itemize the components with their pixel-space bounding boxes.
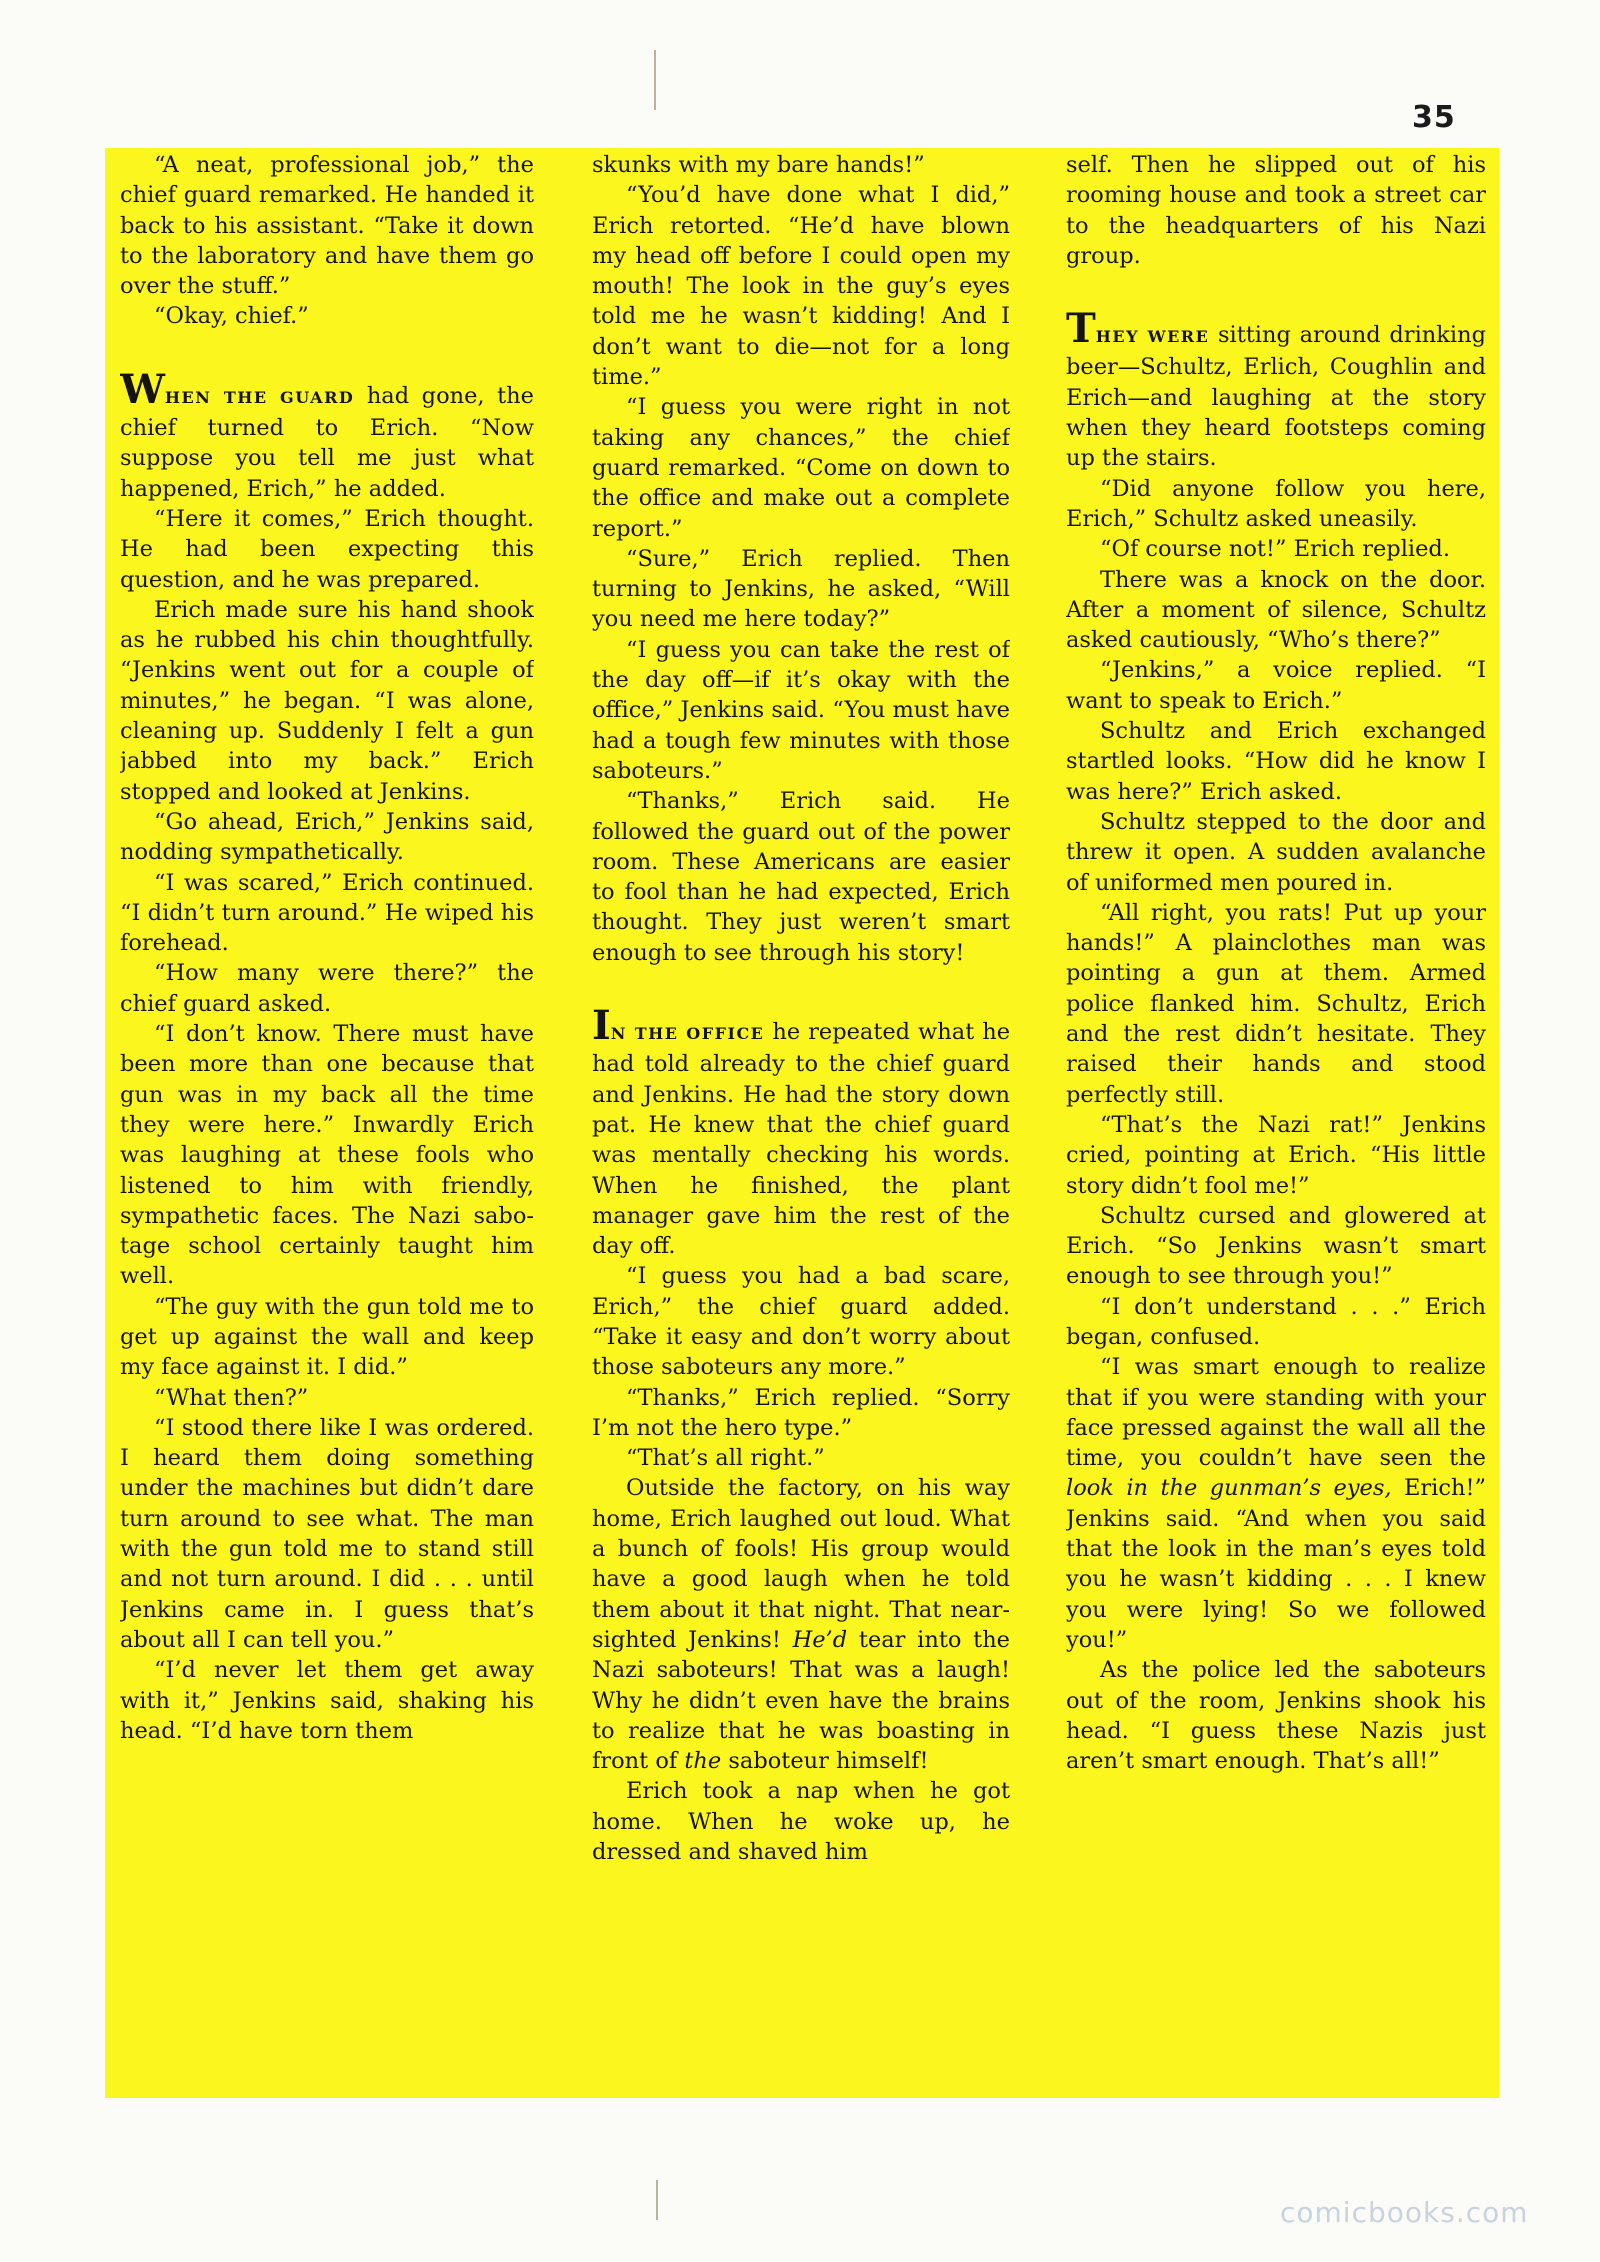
paragraph bbox=[120, 365, 534, 504]
paragraph-text: “The guy with the gun told me to get up against the wall and keep my face against it. I did.” bbox=[120, 1293, 534, 1381]
paragraph-text: “I guess you can take the rest of the day off—if it’s okay with the office,” Jenkins said. “You must have had a tough few minutes with those saboteurs.” bbox=[592, 636, 1010, 784]
text-column-1 bbox=[120, 150, 534, 2090]
paragraph bbox=[120, 1413, 534, 1655]
paragraph bbox=[120, 1019, 534, 1292]
paragraph bbox=[1066, 534, 1486, 564]
paragraph-text: “Sure,” Erich replied. Then turning to Jenkins, he asked, “Will you need me here today?” bbox=[592, 545, 1010, 633]
paragraph-text: “What then?” bbox=[154, 1384, 309, 1411]
paragraph-text: “I’d never let them get away with it,” Jenkins said, shaking his head. “I’d have torn them bbox=[120, 1657, 534, 1744]
paragraph bbox=[1066, 1352, 1486, 1655]
paragraph bbox=[1066, 1655, 1486, 1776]
watermark: comicbooks.com bbox=[1280, 2196, 1529, 2229]
paragraph-text: “I guess you were right in not taking any chances,” the chief guard remarked. “Come on down to the office and make out a complete report.” bbox=[592, 394, 1010, 542]
paragraph bbox=[1066, 1110, 1486, 1201]
paragraph bbox=[592, 1443, 1010, 1473]
paragraph-text: saboteur himself! bbox=[728, 1748, 929, 1775]
paragraph-text: “Thanks,” Erich said. He followed the guard out of the power room. These Americans are easier to fool than he had expected, Erich thought. They just weren’t smart enough to see through his story! bbox=[592, 788, 1010, 966]
paragraph-text: Schultz stepped to the door and threw it open. A sudden avalanche of uniformed men poured in. bbox=[1066, 808, 1486, 896]
paragraph bbox=[592, 786, 1010, 968]
paragraph-text: “A neat, professional job,” the chief guard remarked. He handed it back to his assistant. “Take it down to the laboratory and have them go over the stuff.” bbox=[120, 152, 534, 300]
paragraph-text: “I don’t understand . . .” Erich began, confused. bbox=[1066, 1293, 1486, 1350]
drop-cap: I bbox=[592, 1002, 611, 1050]
paragraph bbox=[592, 150, 1010, 180]
paragraph bbox=[1066, 474, 1486, 535]
paragraph-text: “I was scared,” Erich continued. “I didn’t turn around.” He wiped his forehead. bbox=[120, 869, 534, 957]
paragraph bbox=[592, 1473, 1010, 1776]
registration-mark bbox=[656, 2180, 658, 2220]
text-column-3 bbox=[1066, 150, 1486, 2090]
paragraph bbox=[1066, 565, 1486, 656]
paragraph-text: skunks with my bare hands!” bbox=[592, 152, 925, 178]
paragraph-text: “Jenkins,” a voice replied. “I want to speak to Erich.” bbox=[1066, 657, 1486, 714]
paragraph-text: “I was smart enough to realize that if you were standing with your face pressed against the wall all the time, you couldn’t have seen the bbox=[1066, 1354, 1486, 1472]
paragraph bbox=[592, 1261, 1010, 1382]
paragraph-text: “That’s all right.” bbox=[626, 1445, 825, 1472]
emphasis-text: He’d bbox=[792, 1626, 848, 1653]
paragraph-text: Erich!” Jenkins said. “And when you said that the look in the man’s eyes told you he wasn’t kidding . . . I knew you were lying! So we followed you!” bbox=[1066, 1475, 1486, 1653]
paragraph bbox=[1066, 898, 1486, 1110]
paragraph-text: “I stood there like I was ordered. I heard them doing something under the machines but didn’t dare turn around to see what. The man with the gun told me to stand still and not turn around. I did . . . until Jenkins came in. I guess that’s about all I can tell you.” bbox=[120, 1414, 534, 1653]
paragraph bbox=[120, 150, 534, 301]
paragraph-text: “I guess you had a bad scare, Erich,” the chief guard added. “Take it easy and don’t worry about those saboteurs any more.” bbox=[592, 1263, 1010, 1381]
paragraph bbox=[592, 1776, 1010, 1867]
paragraph-text: sitting around drinking beer—Schultz, Erlich, Coughlin and Erich—and laughing at the story when they heard footsteps coming up the stairs. bbox=[1066, 322, 1486, 472]
paragraph bbox=[1066, 1201, 1486, 1292]
section-lead-in: HEY WERE bbox=[1095, 327, 1210, 347]
section-lead-in: N THE OFFICE bbox=[610, 1024, 765, 1044]
paragraph-text: he repeated what he had told already to the chief guard and Jenkins. He had the story down pat. He knew that the chief guard was mentally checking his words. When he finished, the plant manager gave him the rest of the day off. bbox=[592, 1019, 1010, 1260]
paragraph bbox=[1066, 807, 1486, 898]
paragraph bbox=[592, 392, 1010, 543]
paragraph bbox=[592, 1383, 1010, 1444]
paragraph-text: “I don’t know. There must have been more than one because that gun was in my back all the time they were here.” Inwardly Erich was laughing at these fools who listened to him with friendly, sympathetic faces. The Nazi sabotage school certainly taught him well. bbox=[120, 1021, 534, 1290]
paragraph bbox=[1066, 305, 1486, 473]
paragraph-text: “Okay, chief.” bbox=[154, 303, 309, 330]
paragraph-text: self. Then he slipped out of his rooming house and took a street car to the headquarters of his Nazi group. bbox=[1066, 152, 1486, 269]
section-lead-in: HEN THE GUARD bbox=[164, 387, 355, 407]
paragraph-text: “Of course not!” Erich replied. bbox=[1100, 536, 1450, 563]
paragraph-text: “Go ahead, Erich,” Jenkins said, nodding sympathetically. bbox=[120, 808, 534, 866]
paragraph bbox=[120, 1655, 534, 1746]
text-column-2 bbox=[592, 150, 1010, 2090]
paragraph-text: tear into the Nazi saboteurs! That was a laugh! Why he didn’t even have the brains to realize that he was boasting in front of bbox=[592, 1626, 1010, 1775]
emphasis-text: the bbox=[684, 1748, 722, 1775]
paragraph bbox=[1066, 1292, 1486, 1353]
paragraph bbox=[120, 1292, 534, 1383]
paragraph bbox=[592, 635, 1010, 786]
paragraph bbox=[120, 504, 534, 595]
paragraph bbox=[592, 544, 1010, 635]
paragraph-text: Erich made sure his hand shook as he rubbed his chin thoughtfully. “Jenkins went out for a couple of minutes,” he began. “I was alone, cleaning up. Suddenly I felt a gun jabbed into my back.” Erich stopped and looked at Jenkins. bbox=[120, 596, 534, 805]
page-number: 35 bbox=[1412, 100, 1456, 135]
emphasis-text: look in the gunman’s eyes, bbox=[1066, 1475, 1392, 1502]
paragraph-text: As the police led the saboteurs out of the room, Jenkins shook his head. “I guess these Nazis just aren’t smart enough. That’s all!” bbox=[1066, 1657, 1486, 1775]
paragraph-text: Schultz and Erich exchanged startled looks. “How did he know I was here?” Erich asked. bbox=[1066, 718, 1486, 805]
paragraph-text: “How many were there?” the chief guard asked. bbox=[120, 960, 534, 1017]
paragraph-text: Schultz cursed and glowered at Erich. “So Jenkins wasn’t smart enough to see through you!” bbox=[1066, 1202, 1486, 1290]
paragraph bbox=[120, 958, 534, 1019]
paragraph bbox=[592, 1002, 1010, 1261]
paragraph bbox=[120, 301, 534, 331]
paragraph-text: “Did anyone follow you here, Erich,” Schultz asked uneasily. bbox=[1066, 475, 1486, 532]
registration-mark bbox=[654, 50, 656, 110]
paragraph bbox=[1066, 716, 1486, 807]
paragraph bbox=[1066, 150, 1486, 271]
paragraph bbox=[592, 180, 1010, 392]
drop-cap: W bbox=[120, 365, 165, 413]
drop-cap: T bbox=[1066, 305, 1096, 353]
paragraph-text: had gone, the chief turned to Erich. “Now suppose you tell me just what happened, Erich,” he added. bbox=[120, 382, 534, 502]
paragraph-text: “You’d have done what I did,” Erich retorted. “He’d have blown my head off before I could open my mouth! The look in the guy’s eyes told me he wasn’t kidding! And I don’t want to die—not for a long time.” bbox=[592, 182, 1010, 391]
paragraph bbox=[120, 807, 534, 868]
paragraph-text: Outside the factory, on his way home, Erich laughed out loud. What a bunch of fools! His group would have a good laugh when he told them about it that night. That nearsighted Jenkins! bbox=[592, 1475, 1010, 1653]
paragraph bbox=[120, 1383, 534, 1413]
paragraph bbox=[1066, 655, 1486, 716]
paragraph bbox=[120, 868, 534, 959]
paragraph-text: “That’s the Nazi rat!” Jenkins cried, pointing at Erich. “His little story didn’t fool me!” bbox=[1066, 1111, 1486, 1199]
paragraph-text: “Here it comes,” Erich thought. He had been expecting this question, and he was prepared. bbox=[120, 505, 534, 593]
paragraph-text: Erich took a nap when he got home. When he woke up, he dressed and shaved him bbox=[592, 1778, 1010, 1866]
paragraph-text: There was a knock on the door. After a moment of silence, Schultz asked cautiously, “Who’s there?” bbox=[1066, 566, 1486, 654]
paragraph-text: “All right, you rats! Put up your hands!” A plainclothes man was pointing a gun at them. Armed police flanked him. Schultz, Erich and the rest didn’t hesitate. They raised their hands and stood perfectly still. bbox=[1066, 899, 1486, 1108]
paragraph bbox=[120, 595, 534, 807]
paragraph-text: “Thanks,” Erich replied. “Sorry I’m not the hero type.” bbox=[592, 1384, 1010, 1441]
